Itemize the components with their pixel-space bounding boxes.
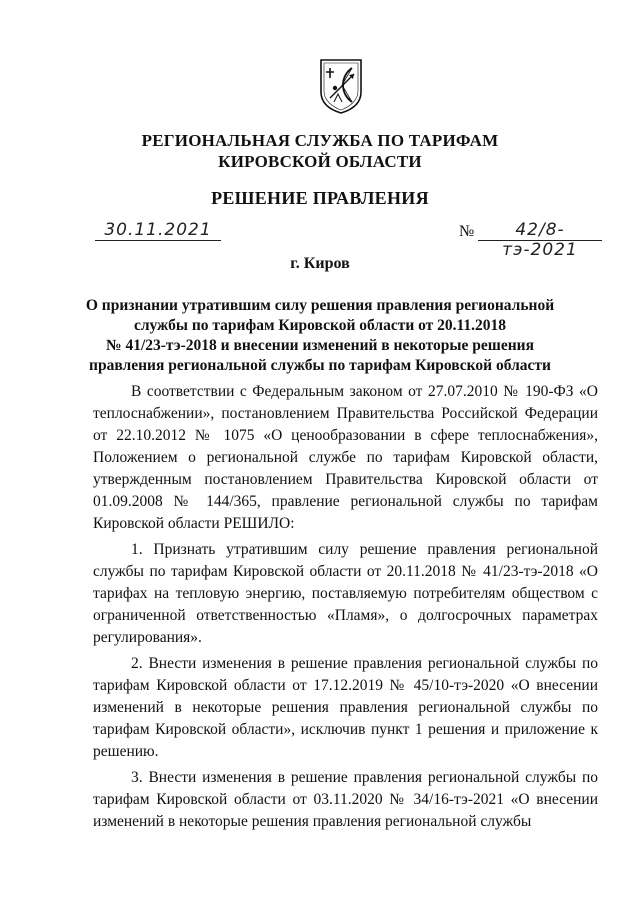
kirov-region-coat-of-arms-icon [318, 58, 364, 114]
decision-item-3: 3. Внести изменения в решение правления региональной службы по тарифам Кировской области от 03.11.2020 № 34/16-тэ-2021 «О внесении изменений в некоторые решения правления региональной службы [93, 769, 598, 830]
authority-name-line2: КИРОВСКОЙ ОБЛАСТИ [218, 152, 422, 171]
document-subject [40, 296, 600, 376]
subject-line: О признании утратившим силу решения правления региональной [85, 297, 555, 314]
document-number-label: № [459, 223, 475, 240]
subject-line: службы по тарифам Кировской области от 20.11.2018 [133, 317, 507, 334]
document-date: 30.11.2021 [95, 220, 221, 241]
authority-name-line1: РЕГИОНАЛЬНАЯ СЛУЖБА ПО ТАРИФАМ [141, 131, 499, 150]
decision-item-1: 1. Признать утратившим силу решение правления региональной службы по тарифам Кировской области от 20.11.2018 № 41/23-тэ-2018 «О тарифах на тепловую энергию, поставляемую потребителям обществом с ограниченной ответственностью «Пламя», о долгосрочных параметрах регулирования». [93, 541, 598, 646]
document-body [93, 381, 598, 837]
city-name: г. Киров [290, 255, 350, 272]
decision-item-2: 2. Внести изменения в решение правления региональной службы по тарифам Кировской области от 17.12.2019 № 45/10-тэ-2020 «О внесении изменений в некоторые решения правления региональной службы по тарифам Кировской области», исключив пункт 1 решения и приложение к решению. [93, 655, 598, 760]
subject-line: правления региональной службы по тарифам Кировской области [89, 357, 551, 374]
preamble-paragraph: В соответствии с Федеральным законом от 27.07.2010 № 190-ФЗ «О теплоснабжении», постановлением Правительства Российской Федерации от 22.10.2012 № 1075 «О ценообразовании в сфере теплоснабжения», Положением о региональной службе по тарифам Кировской области, утвержденным постановлением Правительства Кировской области от 01.09.2008 № 144/365, правление региональной службы по тарифам Кировской области РЕШИЛО: [93, 383, 598, 532]
document-type-title: РЕШЕНИЕ ПРАВЛЕНИЯ [211, 188, 429, 208]
subject-line: № 41/23-тэ-2018 и внесении изменений в некоторые решения [106, 337, 534, 354]
document-number: 42/8-тэ-2021 [478, 220, 602, 241]
